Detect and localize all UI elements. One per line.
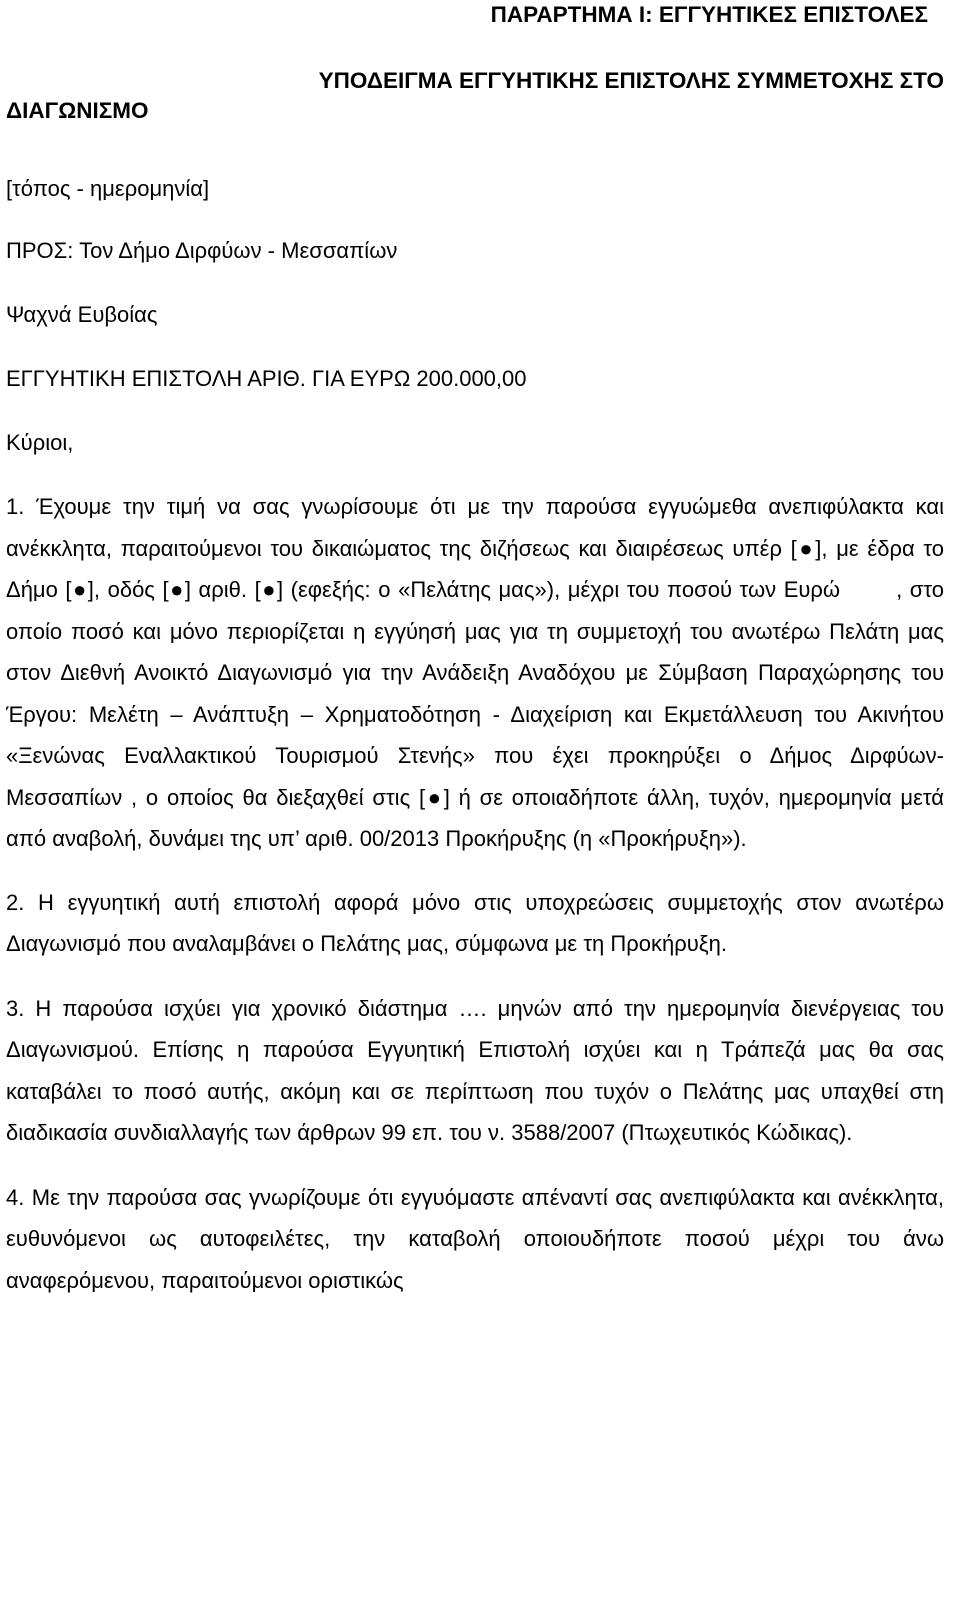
paragraph-4: 4. Με την παρούσα σας γνωρίζουμε ότι εγγυόμαστε απέναντί σας ανεπιφύλακτα και ανέκκλητα, ευθυνόμενοι ως αυτοφειλέτες, την καταβολή οποιουδήποτε ποσού μέχρι του άνω αναφερόμενου, παραιτούμενοι οριστικώς — [6, 1184, 944, 1293]
document-subtitle — [6, 66, 944, 132]
recipient-line: ΠΡΟΣ: Τον Δήμο Διρφύων - Μεσσαπίων — [6, 238, 398, 263]
document-title: ΠΑΡΑΡΤΗΜΑ Ι: ΕΓΓΥΗΤΙΚΕΣ ΕΠΙΣΤΟΛΕΣ — [490, 2, 928, 27]
document-subtitle-line-2: ΔΙΑΓΩΝΙΣΜΟ — [6, 98, 149, 123]
paragraph-1 — [6, 486, 944, 860]
letter-reference-line: ΕΓΓΥΗΤΙΚΗ ΕΠΙΣΤΟΛΗ ΑΡΙΘ. ΓΙΑ ΕΥΡΩ 200.000,00 — [6, 366, 527, 391]
document-subtitle-line-1: ΥΠΟΔΕΙΓΜΑ ΕΓΓΥΗΤΙΚΗΣ ΕΠΙΣΤΟΛΗΣ ΣΥΜΜΕΤΟΧΗΣ ΣΤΟ — [318, 68, 944, 93]
paragraph-3: 3. Η παρούσα ισχύει για χρονικό διάστημα …. μηνών από την ημερομηνία διενέργειας του Διαγωνισμού. Επίσης η παρούσα Εγγυητική Επιστολή ισχύει και η Τράπεζά μας θα σας καταβάλει το ποσό αυτής, ακόμη και σε περίπτωση που τυχόν ο Πελάτης μας υπαχθεί στη διαδικασία συνδιαλλαγής των άρθρων 99 επ. του ν. 3588/2007 (Πτωχευτικός Κώδικας). — [6, 995, 944, 1145]
paragraph-1-part-1: 1. Έχουμε την τιμή να σας γνωρίσουμε ότι με την παρούσα εγγυώμεθα ανεπιφύλακτα και ανέκκλητα, παραιτούμενοι του δικαιώματος της διζήσεως και διαιρέσεως υπέρ [●], με έδρα το Δήμο [●], οδός [●] αριθ. [●] (εφεξής: ο «Πελάτης μας»), μέχρι του ποσού των Ευρώ — [6, 494, 944, 602]
salutation-line: Κύριοι, — [6, 430, 74, 455]
paragraph-1-part-2: , στο οποίο ποσό και μόνο περιορίζεται η εγγύησή μας για τη συμμετοχή του ανωτέρω Πελάτη μας στον Διεθνή Ανοικτό Διαγωνισμό για την Ανάδειξη Αναδόχου με Σύμβαση Παραχώρησης του Έργου: Μελέτη – Ανάπτυξη – Χρηματοδότηση - Διαχείριση και Εκμετάλλευση του Ακινήτου «Ξενώνας Εναλλακτικού Τουρισμού Στενής» που έχει προκηρύξει ο Δήμος Διρφύων- Μεσσαπίων , ο οποίος θα διεξαχθεί στις [●] ή σε οποιαδήποτε άλλη, τυχόν, ημερομηνία μετά από αναβολή, δυνάμει της υπ’ αριθ. 00/2013 Προκήρυξης (η «Προκήρυξη»). — [6, 577, 945, 851]
paragraph-2: 2. Η εγγυητική αυτή επιστολή αφορά μόνο στις υποχρεώσεις συμμετοχής στον ανωτέρω Διαγωνισμό που αναλαμβάνει ο Πελάτης μας, σύμφωνα με τη Προκήρυξη. — [6, 889, 944, 956]
recipient-city-line: Ψαχνά Ευβοίας — [6, 302, 158, 327]
place-date-line: [τόπος - ημερομηνία] — [6, 176, 210, 201]
